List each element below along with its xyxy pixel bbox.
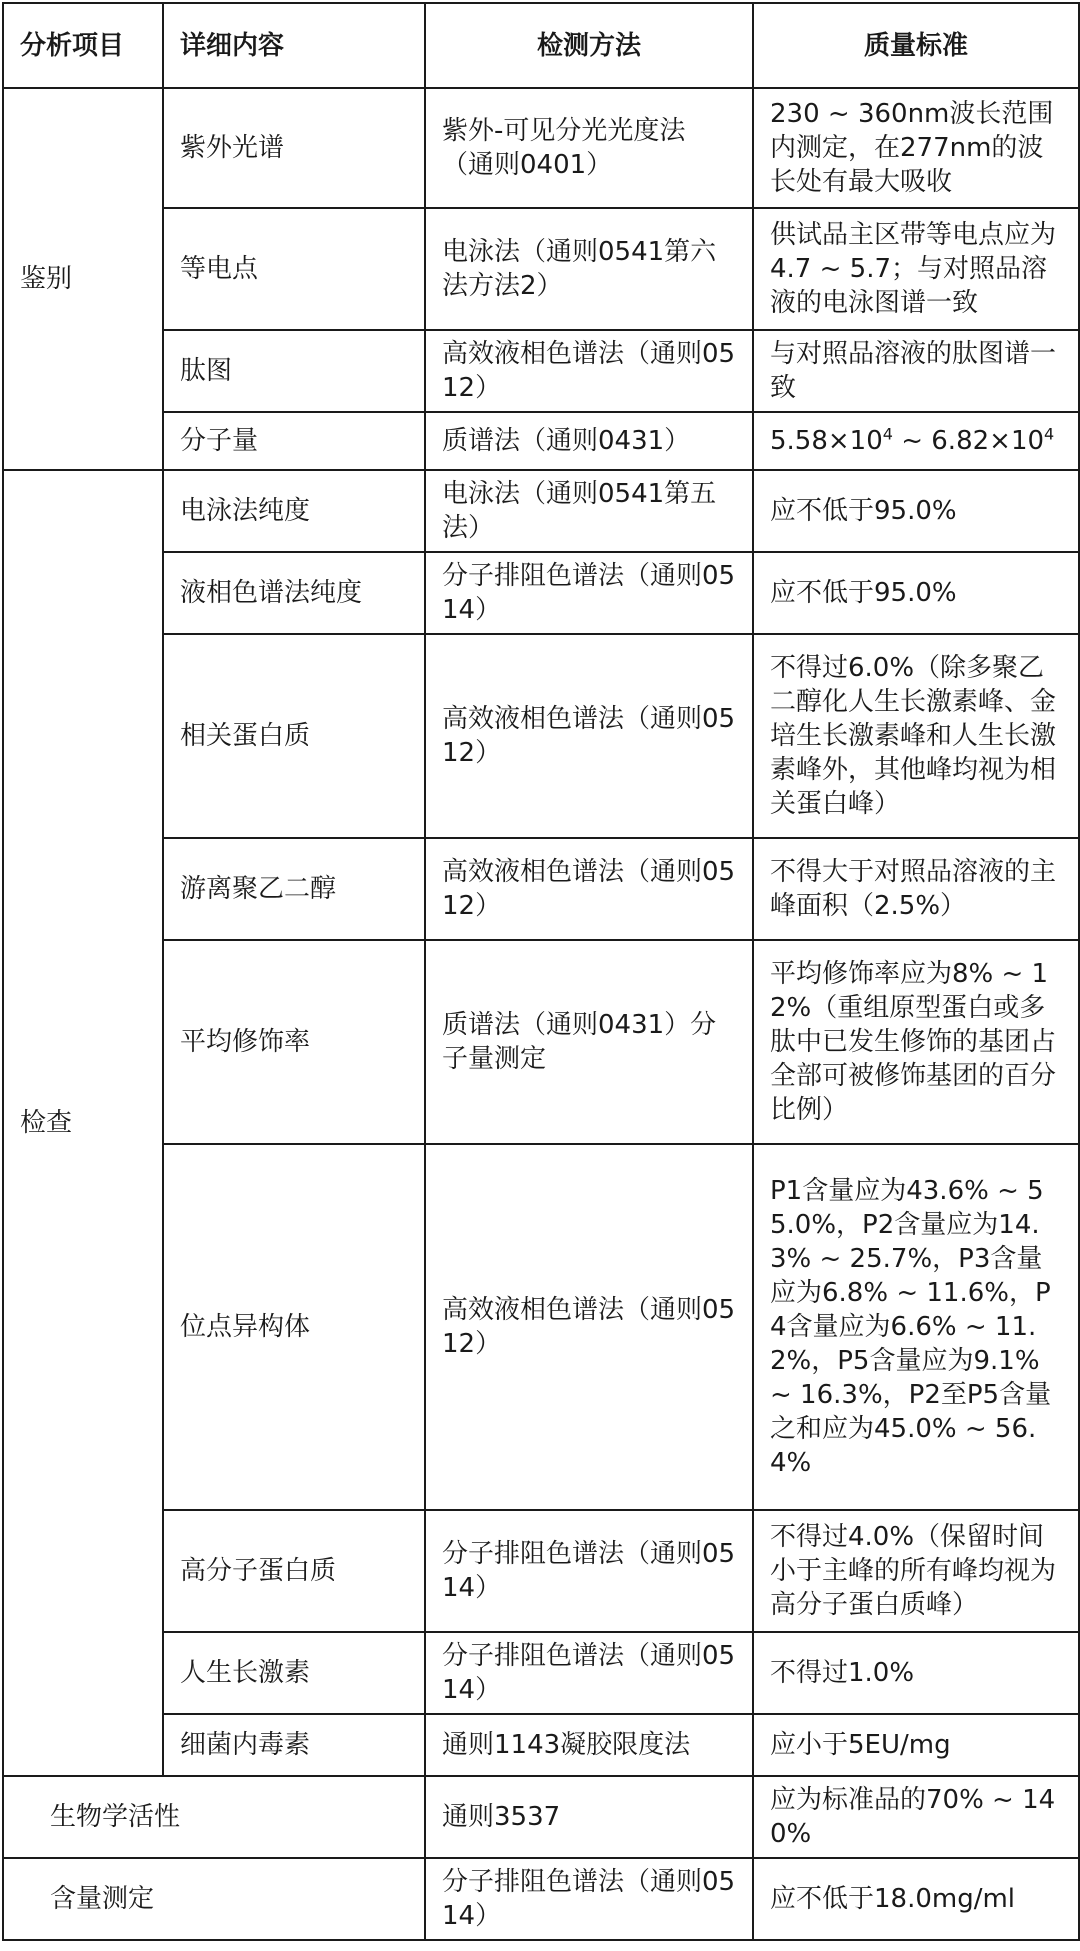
row-standard xyxy=(753,412,1079,470)
row-standard: 应不低于95.0% xyxy=(753,552,1079,634)
table-row xyxy=(3,208,1079,330)
row-item: 等电点 xyxy=(163,208,425,330)
spec-table-container xyxy=(2,2,1080,1941)
row-item: 紫外光谱 xyxy=(163,88,425,208)
mw-lower: 5.58×10 xyxy=(770,426,883,456)
row-method: 高效液相色谱法（通则0512） xyxy=(425,634,753,838)
row-item: 位点异构体 xyxy=(163,1144,425,1510)
row-standard: 平均修饰率应为8% ~ 12%（重组原型蛋白或多肽中已发生修饰的基团占全部可被修饰基团的百分比例） xyxy=(753,940,1079,1144)
row-method: 质谱法（通则0431）分子量测定 xyxy=(425,940,753,1144)
row-method: 紫外-可见分光光度法（通则0401） xyxy=(425,88,753,208)
table-row xyxy=(3,634,1079,838)
row-item-merged: 含量测定 xyxy=(3,1858,425,1940)
table-row xyxy=(3,1632,1079,1714)
row-standard: 应不低于18.0mg/ml xyxy=(753,1858,1079,1940)
table-row xyxy=(3,1858,1079,1940)
header-row xyxy=(3,3,1079,88)
quality-spec-table xyxy=(2,2,1080,1941)
table-row xyxy=(3,1144,1079,1510)
row-item: 游离聚乙二醇 xyxy=(163,838,425,940)
row-method: 电泳法（通则0541第六法方法2） xyxy=(425,208,753,330)
mw-lower-exp: 4 xyxy=(882,424,893,444)
group-identification: 鉴别 xyxy=(3,88,163,470)
row-method: 高效液相色谱法（通则0512） xyxy=(425,330,753,412)
row-method: 电泳法（通则0541第五法） xyxy=(425,470,753,552)
row-method: 高效液相色谱法（通则0512） xyxy=(425,838,753,940)
row-method: 分子排阻色谱法（通则0514） xyxy=(425,1858,753,1940)
row-standard: 不得过4.0%（保留时间小于主峰的所有峰均视为高分子蛋白质峰） xyxy=(753,1510,1079,1632)
row-standard: 供试品主区带等电点应为4.7 ~ 5.7；与对照品溶液的电泳图谱一致 xyxy=(753,208,1079,330)
row-standard: 230 ~ 360nm波长范围内测定，在277nm的波长处有最大吸收 xyxy=(753,88,1079,208)
row-standard: 不得过6.0%（除多聚乙二醇化人生长激素峰、金培生长激素峰和人生长激素峰外，其他峰均视为相关蛋白峰） xyxy=(753,634,1079,838)
group-inspection: 检查 xyxy=(3,470,163,1776)
row-item-merged: 生物学活性 xyxy=(3,1776,425,1858)
row-item: 电泳法纯度 xyxy=(163,470,425,552)
mw-upper: ~ 6.82×10 xyxy=(892,426,1045,456)
table-row xyxy=(3,1510,1079,1632)
row-standard: 不得大于对照品溶液的主峰面积（2.5%） xyxy=(753,838,1079,940)
row-item: 肽图 xyxy=(163,330,425,412)
row-method: 分子排阻色谱法（通则0514） xyxy=(425,1510,753,1632)
row-item: 分子量 xyxy=(163,412,425,470)
row-item: 平均修饰率 xyxy=(163,940,425,1144)
table-row xyxy=(3,330,1079,412)
table-row xyxy=(3,1714,1079,1776)
row-item: 人生长激素 xyxy=(163,1632,425,1714)
header-detail: 详细内容 xyxy=(163,3,425,88)
header-method: 检测方法 xyxy=(425,3,753,88)
table-row xyxy=(3,412,1079,470)
header-analysis-item: 分析项目 xyxy=(3,3,163,88)
mw-upper-exp: 4 xyxy=(1044,424,1055,444)
row-standard: 应小于5EU/mg xyxy=(753,1714,1079,1776)
row-standard: 与对照品溶液的肽图谱一致 xyxy=(753,330,1079,412)
table-row xyxy=(3,838,1079,940)
row-method: 分子排阻色谱法（通则0514） xyxy=(425,1632,753,1714)
table-row xyxy=(3,1776,1079,1858)
row-standard: 应不低于95.0% xyxy=(753,470,1079,552)
row-method: 通则3537 xyxy=(425,1776,753,1858)
header-standard: 质量标准 xyxy=(753,3,1079,88)
table-row xyxy=(3,552,1079,634)
row-item: 相关蛋白质 xyxy=(163,634,425,838)
row-item: 细菌内毒素 xyxy=(163,1714,425,1776)
row-item: 液相色谱法纯度 xyxy=(163,552,425,634)
row-method: 质谱法（通则0431） xyxy=(425,412,753,470)
row-standard: 应为标准品的70% ~ 140% xyxy=(753,1776,1079,1858)
row-method: 分子排阻色谱法（通则0514） xyxy=(425,552,753,634)
table-row xyxy=(3,940,1079,1144)
row-item: 高分子蛋白质 xyxy=(163,1510,425,1632)
table-row xyxy=(3,470,1079,552)
table-row xyxy=(3,88,1079,208)
row-method: 高效液相色谱法（通则0512） xyxy=(425,1144,753,1510)
row-standard: P1含量应为43.6% ~ 55.0%，P2含量应为14.3% ~ 25.7%，P3含量应为6.8% ~ 11.6%，P4含量应为6.6% ~ 11.2%，P5含量应为9.1% ~ 16.3%，P2至P5含量之和应为45.0% ~ 56.4% xyxy=(753,1144,1079,1510)
row-method: 通则1143凝胶限度法 xyxy=(425,1714,753,1776)
row-standard: 不得过1.0% xyxy=(753,1632,1079,1714)
